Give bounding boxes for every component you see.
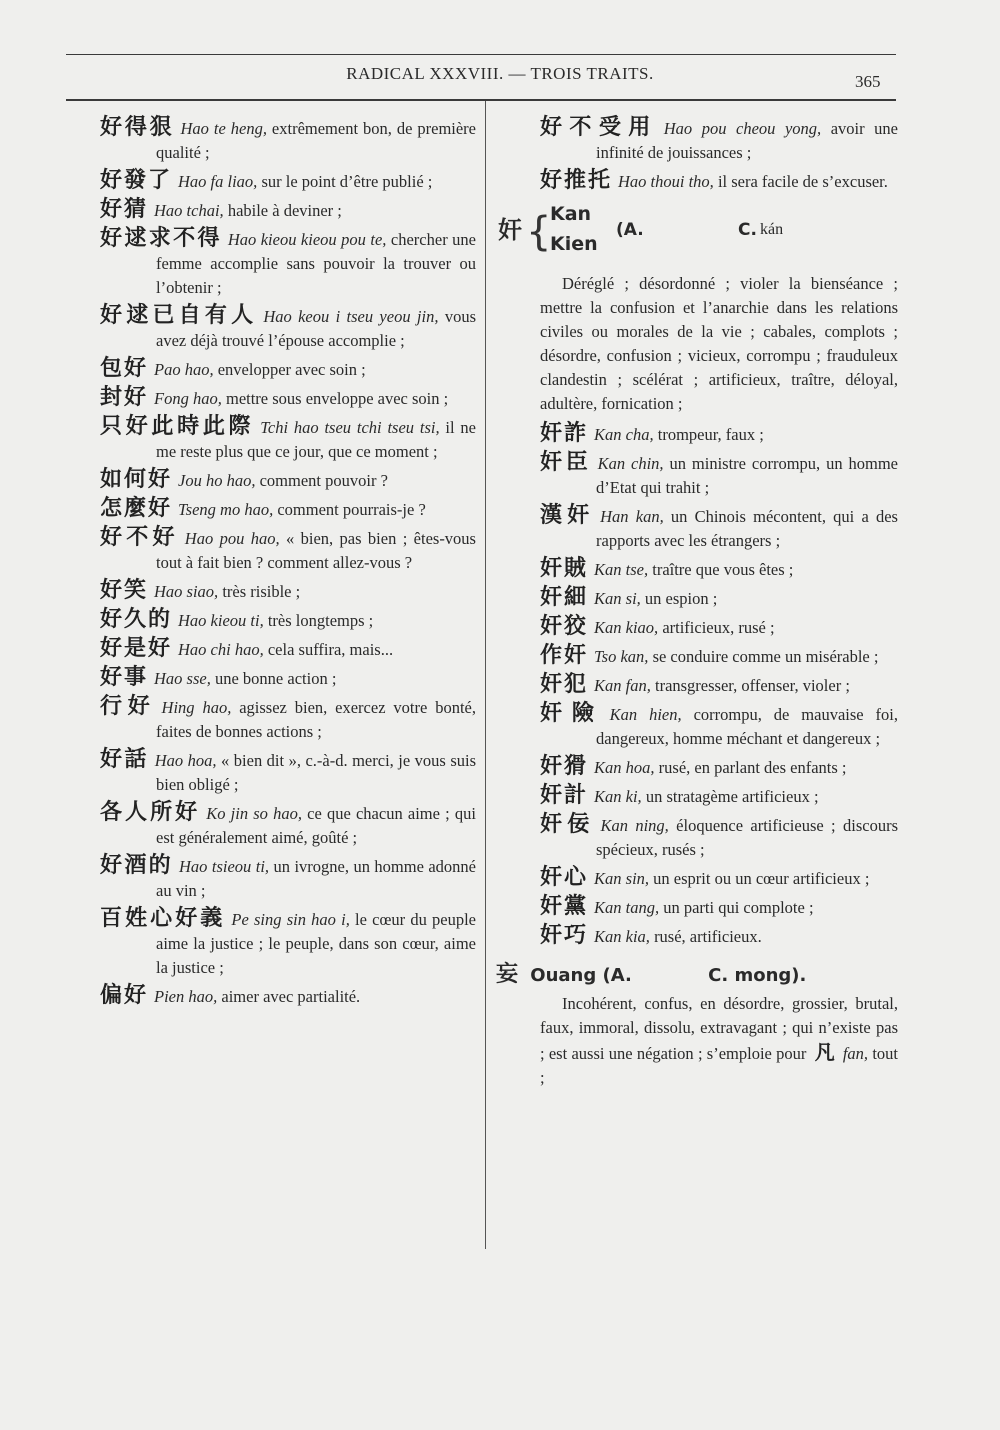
ouang-headword	[496, 963, 898, 988]
entry-definition: un parti qui complote ;	[659, 898, 814, 917]
entry-romanization: Fong hao,	[154, 389, 222, 408]
entry-definition: cela suffira, mais...	[263, 640, 394, 659]
entry-characters: 如何好	[100, 467, 173, 492]
entry-definition: une bonne action ;	[210, 669, 337, 688]
dictionary-entry	[540, 615, 898, 640]
entry-characters: 奸臣	[540, 450, 592, 475]
dictionary-entry	[100, 579, 476, 604]
entry-definition: très risible ;	[218, 582, 301, 601]
entry-romanization: Kan si,	[594, 589, 641, 608]
entry-definition: le cœur du peuple aime la justice ; le peuple, dans son cœur, aime la justice ;	[156, 910, 477, 977]
entry-characters: 作奸	[540, 643, 589, 668]
entry-romanization: Hao pou hao,	[184, 529, 280, 548]
entry-romanization: Tseng mo hao,	[178, 500, 274, 519]
dictionary-entry	[540, 586, 898, 611]
dictionary-entry	[540, 784, 898, 809]
entry-romanization: Tso kan,	[594, 647, 649, 666]
header-rule-bottom	[66, 99, 896, 101]
entry-definition: envelopper avec soin ;	[213, 360, 366, 379]
entry-characters: 奸犯	[540, 672, 589, 697]
entry-romanization: Pao hao,	[154, 360, 214, 379]
entry-romanization: Hao te heng,	[180, 119, 267, 138]
entry-romanization: Hao sse,	[154, 669, 211, 688]
entry-characters: 好事	[100, 665, 149, 690]
entry-characters: 奸心	[540, 865, 589, 890]
entry-characters: 包好	[100, 356, 149, 381]
dictionary-entry	[100, 116, 476, 165]
entry-definition: « bien, pas bien ; êtes-vous tout à fait bien ? comment allez-vous ?	[156, 529, 476, 572]
entry-characters: 好猜	[100, 197, 149, 222]
entry-romanization: Kan tse,	[594, 560, 649, 579]
kan-definition: Déréglé ; désordonné ; violer la bienséance ; mettre la confusion et l’anarchie dans les relations civiles ou morales de la vie ; cabales, complots ; désordre, confusion ; vicieux, corrompu ; frauduleux clandestin ; scélérat ; artificieux, traître, déloyal, adultère, fornication ;	[540, 274, 898, 413]
entry-characters: 好笑	[100, 578, 149, 603]
entry-characters: 好不好	[100, 525, 179, 550]
dictionary-entry	[100, 801, 476, 850]
dictionary-entry	[100, 854, 476, 903]
entry-characters: 怎麼好	[100, 496, 173, 521]
entry-definition: sur le point d’être publié ;	[257, 172, 433, 191]
ouang-ref-character: 凡	[814, 1040, 837, 1064]
dictionary-entry	[540, 422, 898, 447]
entry-characters: 奸狡	[540, 614, 589, 639]
entry-romanization: Pien hao,	[154, 987, 218, 1006]
entry-definition: un stratagème artificieux ;	[641, 787, 819, 806]
dictionary-entry	[540, 673, 898, 698]
entry-definition: traître que vous êtes ;	[648, 560, 794, 579]
entry-definition: très longtemps ;	[263, 611, 374, 630]
dictionary-entry	[100, 608, 476, 633]
dictionary-entry	[100, 666, 476, 691]
ouang-c-label: C. mong).	[708, 965, 807, 986]
kan-c-label: C.	[738, 220, 757, 240]
entry-definition: mettre sous enveloppe avec soin ;	[221, 389, 449, 408]
entry-characters: 好酒的	[100, 853, 173, 878]
entry-romanization: Kan fan,	[594, 676, 651, 695]
dictionary-entry	[100, 907, 476, 980]
entry-characters: 只好此時此際	[100, 414, 255, 439]
entry-romanization: Hing hao,	[161, 698, 232, 717]
entry-romanization: Hao hoa,	[154, 751, 217, 770]
entry-definition: comment pourrais-je ?	[273, 500, 426, 519]
kan-reading-kien: Kien	[550, 233, 598, 255]
entry-characters: 漢奸	[540, 503, 595, 528]
page-number: 365	[855, 72, 881, 91]
entry-characters: 好發了	[100, 168, 173, 193]
entry-definition: chercher une femme accomplie sans pouvoir la trouver ou l’obtenir ;	[156, 230, 476, 297]
dictionary-entry	[540, 116, 898, 165]
entry-definition: « bien dit », c.-à-d. merci, je vous suis bien obligé ;	[156, 751, 477, 794]
entry-definition: extrêmement bon, de première qualité ;	[156, 119, 477, 162]
ouang-ref-romanization: fan,	[842, 1044, 869, 1063]
entry-characters: 各人所好	[100, 800, 201, 825]
entry-definition: un ivrogne, un homme adonné au vin ;	[156, 857, 476, 900]
entry-characters: 好逑已自有人	[100, 303, 258, 328]
entry-romanization: Kan chin,	[597, 454, 664, 473]
dictionary-entry	[540, 755, 898, 780]
dictionary-entry	[540, 813, 898, 862]
reading-brace: {	[526, 209, 552, 255]
hao-continued-entries	[540, 116, 898, 194]
dictionary-entry	[540, 451, 898, 500]
entry-definition: un Chinois mécontent, qui a des rapports avec les étrangers ;	[596, 507, 898, 550]
entry-romanization: Kan sin,	[594, 869, 650, 888]
entry-characters: 好逑求不得	[100, 226, 222, 251]
dictionary-entry	[540, 702, 898, 751]
entry-definition: vous avez déjà trouvé l’épouse accomplie ;	[156, 307, 477, 350]
kan-a-label: (A.	[616, 220, 644, 240]
entry-characters: 好久的	[100, 607, 173, 632]
column-divider	[485, 101, 486, 1249]
entry-characters: 百姓心好義	[100, 906, 226, 931]
entry-definition: aimer avec partialité.	[217, 987, 361, 1006]
dictionary-entry	[100, 169, 476, 194]
entry-romanization: Ko jin so hao,	[206, 804, 302, 823]
dictionary-entry	[100, 304, 476, 353]
dictionary-entry	[540, 644, 898, 669]
entry-characters: 奸詐	[540, 421, 589, 446]
dictionary-entry	[100, 227, 476, 300]
kan-reading-kan: Kan	[550, 203, 592, 225]
kan-compound-entries	[540, 422, 898, 949]
dictionary-entry	[100, 386, 476, 411]
dictionary-entry	[100, 984, 476, 1009]
entry-characters: 行好	[100, 694, 156, 719]
dictionary-entry	[540, 895, 898, 920]
entry-definition: il ne me reste plus que ce jour, que ce moment ;	[156, 418, 476, 461]
running-header-title: RADICAL XXXVIII. — TROIS TRAITS.	[346, 64, 654, 83]
entry-definition: ce que chacun aime ; qui est généralement aimé, goûté ;	[156, 804, 476, 847]
dictionary-entry	[540, 866, 898, 891]
ouang-a-label: (A.	[602, 965, 632, 986]
entry-characters: 好得狠	[100, 115, 175, 140]
entry-characters: 奸險	[540, 701, 604, 726]
dictionary-entry	[540, 504, 898, 553]
kan-headword	[498, 202, 898, 266]
entry-definition: un esprit ou un cœur artificieux ;	[649, 869, 870, 888]
dictionary-entry	[100, 497, 476, 522]
kan-character: 奸	[498, 216, 522, 244]
entry-definition: rusé, artificieux.	[649, 927, 762, 946]
entry-definition: comment pouvoir ?	[255, 471, 388, 490]
dictionary-entry	[100, 695, 476, 744]
entry-definition: corrompu, de mauvaise foi, dangereux, homme méchant et dangereux ;	[596, 705, 898, 748]
entry-characters: 好推托	[540, 168, 613, 193]
dictionary-entry	[100, 357, 476, 382]
entry-characters: 封好	[100, 385, 149, 410]
ouang-character: 妄	[496, 962, 519, 987]
entry-characters: 奸計	[540, 783, 589, 808]
entry-definition: il sera facile de s’excuser.	[713, 172, 888, 191]
entry-romanization: Kan hien,	[609, 705, 682, 724]
entry-definition: habile à deviner ;	[223, 201, 342, 220]
dictionary-entry	[100, 415, 476, 464]
entry-definition: artificieux, rusé ;	[658, 618, 775, 637]
entry-romanization: Hao fa liao,	[178, 172, 258, 191]
entry-romanization: Hao tsieou ti,	[179, 857, 270, 876]
entry-characters: 奸巧	[540, 923, 589, 948]
entry-romanization: Jou ho hao,	[178, 471, 256, 490]
ouang-definition-text: Incohérent, confus, en désordre, grossier, brutal, faux, immoral, dissolu, extravagant ; qui n’existe pas ; est aussi une négation ; s’emploie pour	[540, 994, 898, 1063]
dictionary-entry	[100, 637, 476, 662]
dictionary-entry	[100, 198, 476, 223]
entry-definition: agissez bien, exercez votre bonté, faites de bonnes actions ;	[156, 698, 476, 741]
entry-romanization: Kan hoa,	[594, 758, 655, 777]
header-rule-top	[66, 54, 896, 55]
ouang-definition	[540, 992, 898, 1090]
entry-definition: rusé, en parlant des enfants ;	[654, 758, 847, 777]
dictionary-entry	[540, 169, 898, 194]
entry-romanization: Pe sing sin hao i,	[231, 910, 350, 929]
entry-definition: éloquence artificieuse ; discours spécieux, rusés ;	[596, 816, 898, 859]
dictionary-entry	[100, 748, 476, 797]
entry-romanization: Hao siao,	[154, 582, 219, 601]
dictionary-entry	[100, 526, 476, 575]
entry-characters: 奸賊	[540, 556, 589, 581]
entry-romanization: Kan kia,	[594, 927, 650, 946]
entry-definition: trompeur, faux ;	[653, 425, 764, 444]
entry-romanization: Kan ki,	[594, 787, 642, 806]
entry-definition: avoir une infinité de jouissances ;	[596, 119, 898, 162]
entry-characters: 奸猾	[540, 754, 589, 779]
entry-characters: 好不受用	[540, 115, 658, 140]
ouang-reading: Ouang	[530, 965, 597, 986]
entry-romanization: Hao keou i tseu yeou jin,	[263, 307, 439, 326]
entry-characters: 偏好	[100, 983, 149, 1008]
entry-romanization: Hao tchai,	[154, 201, 224, 220]
entry-romanization: Hao kieou ti,	[178, 611, 264, 630]
entry-romanization: Kan tang,	[594, 898, 660, 917]
entry-romanization: Hao kieou kieou pou te,	[227, 230, 387, 249]
entry-romanization: Tchi hao tseu tchi tseu tsi,	[260, 418, 440, 437]
entry-definition: un espion ;	[640, 589, 718, 608]
entry-definition: se conduire comme un misérable ;	[648, 647, 879, 666]
entry-characters: 奸細	[540, 585, 589, 610]
entry-romanization: Hao chi hao,	[178, 640, 264, 659]
dictionary-entry	[540, 924, 898, 949]
entry-romanization: Kan kiao,	[594, 618, 659, 637]
entry-romanization: Hao pou cheou yong,	[663, 119, 822, 138]
dictionary-entry	[100, 468, 476, 493]
entry-romanization: Kan cha,	[594, 425, 654, 444]
entry-romanization: Kan ning,	[600, 816, 669, 835]
left-column	[100, 116, 476, 1013]
entry-definition: transgresser, offenser, violer ;	[650, 676, 850, 695]
entry-romanization: Hao thoui tho,	[618, 172, 714, 191]
right-column	[496, 115, 899, 1096]
entry-characters: 好話	[100, 747, 149, 772]
ouang-ref-tail: tout ;	[540, 1044, 899, 1087]
dictionary-entry	[540, 557, 898, 582]
entry-definition: un ministre corrompu, un homme d’Etat qui trahit ;	[596, 454, 898, 497]
kan-cantonese-pron: kán	[760, 221, 784, 238]
entry-characters: 奸佞	[540, 812, 595, 837]
entry-characters: 好是好	[100, 636, 173, 661]
entry-characters: 奸黨	[540, 894, 589, 919]
entry-romanization: Han kan,	[600, 507, 664, 526]
